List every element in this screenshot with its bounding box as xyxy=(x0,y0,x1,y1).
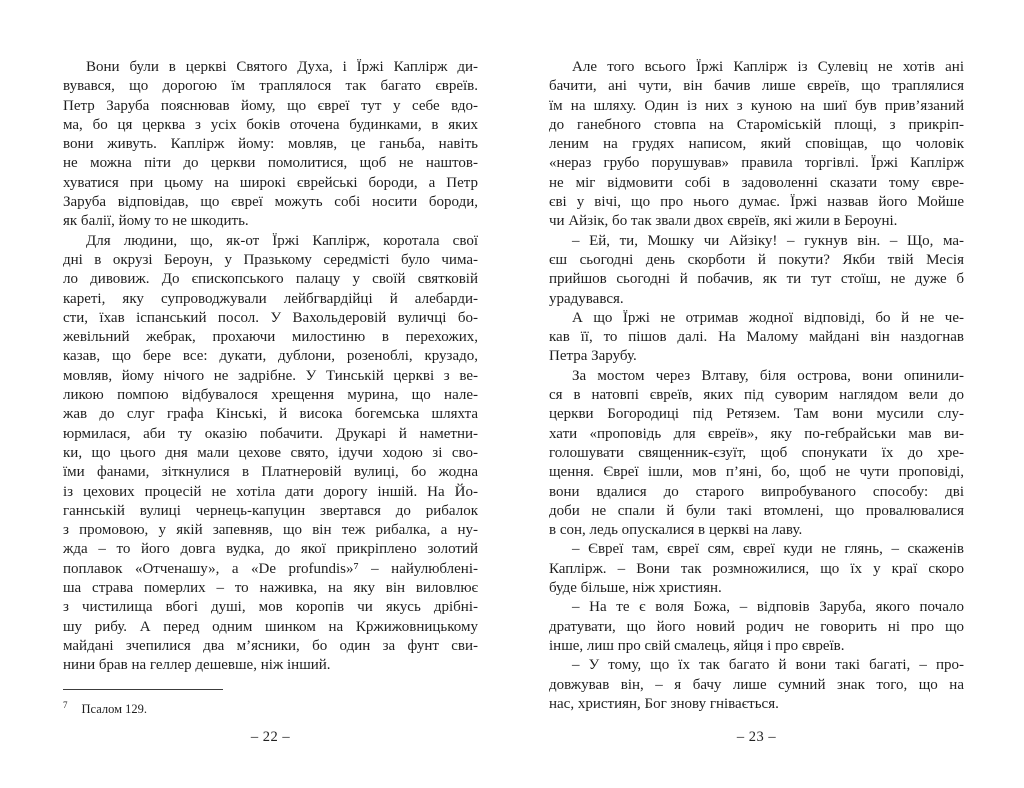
footnote-marker: 7 xyxy=(63,700,68,710)
text-line: із цехових процесій не хотіла дати дорогу іншій. На Йо- xyxy=(63,483,478,500)
text-line: буде більше, ніж християн. xyxy=(549,580,722,597)
footnote-text: Псалом 129. xyxy=(81,702,148,716)
text-line: – Євреї там, євреї сям, євреї куди не глянь, – скаженів xyxy=(572,541,964,558)
text-line: «нераз грубо порушував» правила торгівлі. Їржі Каплірж xyxy=(549,155,964,172)
text-line: Але того всього Їржі Каплірж із Сулевіц не хотів ані xyxy=(572,59,964,75)
text-line: бачити, ані чути, він бачив лише євреїв, що траплялися xyxy=(549,78,964,95)
text-line: – На те є воля Божа, – відповів Заруба, якого почало xyxy=(572,599,964,616)
text-line: – У тому, що їх так багато й вони такі багаті, – про- xyxy=(572,657,964,674)
text-line: Петр Заруба пояснював йому, що євреї тут у себе вдо- xyxy=(63,97,478,114)
text-line: – Ей, ти, Мошку чи Айзіку! – гукнув він. – Що, ма- xyxy=(572,232,964,249)
text-line: чи Айзік, бо так звали двох євреїв, які жили в Бероуні. xyxy=(549,213,898,230)
text-line: мовляв, йому нічого не задрібне. У Тинській церкві з ве- xyxy=(63,367,478,384)
text-line: кареті, яку супроводжували лейбгвардійці й алебарди- xyxy=(63,290,478,307)
text-line: довжував він, – я бачу лише сумний знак того, що на xyxy=(549,676,964,693)
text-line: не можна піти до церкви помолитися, щоб не наштов- xyxy=(63,155,478,172)
text-line: хуватися при цьому на широкі єврейські бороди, а Петр xyxy=(63,174,478,191)
text-line: жевільний жебрак, прохаючи милостиню в перехожих, xyxy=(63,329,478,346)
text-line: майдані зчепилися два м’ясники, бо один за фунт сви- xyxy=(63,637,478,654)
page-number-left: – 22 – xyxy=(250,729,291,745)
text-line: як балії, йому то не шкодить. xyxy=(63,213,249,230)
text-line: дратувати, що його новий родич не говорить ні про що xyxy=(549,618,964,635)
text-line: ки, що цього дня мали цехове свято, ідучи ходою зі сво- xyxy=(63,444,478,461)
text-line: нини брав на геллер дешевше, ніж інший. xyxy=(63,657,331,674)
text-line: Вони були в церкві Святого Духа, і Їржі Каплірж ди- xyxy=(86,59,478,75)
text-line: Заруба відповідав, що євреї можуть собі носити бороди, xyxy=(63,194,478,211)
text-line: не міг відмовити собі в задоволенні сказати тому євре- xyxy=(549,174,964,191)
text-line: жав до слуг графа Кінські, й висока богемська шляхта xyxy=(63,406,478,423)
text-line: ликою помпою відбувалося хрещення мурина, що нале- xyxy=(63,387,478,404)
text-line: ма, бо ця церква з усіх боків оточена будинками, в яких xyxy=(63,116,478,133)
text-line: кав її, то пішов далі. На Малому майдані він наздогнав xyxy=(549,329,964,346)
text-line: шу рибу. А перед одним шинком на Кржижовницькому xyxy=(63,618,478,635)
footnote xyxy=(63,697,478,717)
text-line: ша страва померлих – то наживка, на яку він виловлює xyxy=(63,580,478,597)
footnote-area xyxy=(63,676,478,717)
text-line: казав, що бере все: дукати, дублони, розеноблі, крузадо, xyxy=(63,348,478,365)
footnote-rule xyxy=(63,689,223,690)
text-line: з промовою, у якій запевняв, що він теж рибалка, а ну- xyxy=(63,522,478,539)
text-line: леним на грудях написом, який сповіщав, що чоловік xyxy=(549,136,964,153)
page-left-text-block xyxy=(63,58,478,676)
text-line: доби не спали й були такі втомлені, що провалювалися xyxy=(549,502,964,519)
text-line: вони живуть. Каплірж йому: мовляв, це ганьба, навіть xyxy=(63,136,478,153)
text-line: За мостом через Влтаву, біля острова, вони опинили- xyxy=(572,367,964,384)
text-line: єш сьогодні день скорботи й покути? Якби твій Месія xyxy=(549,251,964,268)
text-line: юрмилася, аби ту оказію побачити. Друкарі й наметни- xyxy=(63,425,478,442)
text-line: в сон, ледь опускалися в церкві на лаву. xyxy=(549,522,803,539)
text-line: вони вдалися до старого випробуваного способу: дві xyxy=(549,483,964,500)
text-line: прийшов сьогодні й побачив, як ти тут стоїш, не дуже б xyxy=(549,271,964,288)
page-right-text-block xyxy=(549,58,964,714)
text-line: голошувати священник-єзуїт, щоб спонукати їх до хре- xyxy=(549,444,964,461)
text-line: Для людини, що, як-от Їржі Каплірж, коротала свої xyxy=(86,232,478,249)
text-line: ся в натовпі євреїв, яких під суворим наглядом вели до xyxy=(549,387,964,404)
text-line: урадувався. xyxy=(549,290,624,307)
text-line: Каплірж. – Вони так розмножилися, що їх у краї скоро xyxy=(549,560,964,577)
text-line: їм на шляху. Один із них з куною на шиї був прив’язаний xyxy=(549,97,964,114)
text-line: з чистилища вбогі душі, мов коропів чи якусь дрібні- xyxy=(63,599,478,616)
text-line: дні в окрузі Бероун, у Празькому середмісті було чима- xyxy=(63,251,478,268)
text-line: Петра Зарубу. xyxy=(549,348,637,365)
text-line: єві у вічі, що про нього думає. Їржі назвав його Мойше xyxy=(549,194,964,211)
text-line: ло дивовиж. До єпископського палацу у своїй святковій xyxy=(63,271,478,288)
text-line: жда – то його довга вудка, до якої прикріплено золотий xyxy=(63,541,478,558)
text-line: їми фанами, зіткнулися в Платнеровій вулиці, бо жодна xyxy=(63,464,478,481)
text-line: хати «проповідь для євреїв», яку по-гебрайськи мав ви- xyxy=(549,425,964,442)
text-line: інше, лиш про свій смалець, яйця і про євреїв. xyxy=(549,637,845,654)
text-line: нас, християн, Бог знову гнівається. xyxy=(549,695,779,712)
text-line: до ганебного стовпа на Староміській площі, з прикріп- xyxy=(549,116,964,133)
text-line: церкви Богородиці під Ретязем. Там вони мусили слу- xyxy=(549,406,964,423)
text-line: поплавок «Отченашу», а «De profundis»⁷ – найулюблені- xyxy=(63,560,478,577)
page-number-right: – 23 – xyxy=(736,729,777,745)
text-line: ганнській вулиці чернець-капуцин звертався до рибалок xyxy=(63,502,478,519)
text-line: А що Їржі не отримав жодної відповіді, бо й не че- xyxy=(572,309,964,326)
text-line: вувався, що дорогою їм траплялося так багато євреїв. xyxy=(63,78,478,95)
text-line: сти, їхав іспанський посол. У Вахольдеровій вуличці бо- xyxy=(63,309,478,326)
text-line: щення. Євреї ішли, мов п’яні, бо, щоб не чути проповіді, xyxy=(549,464,964,481)
